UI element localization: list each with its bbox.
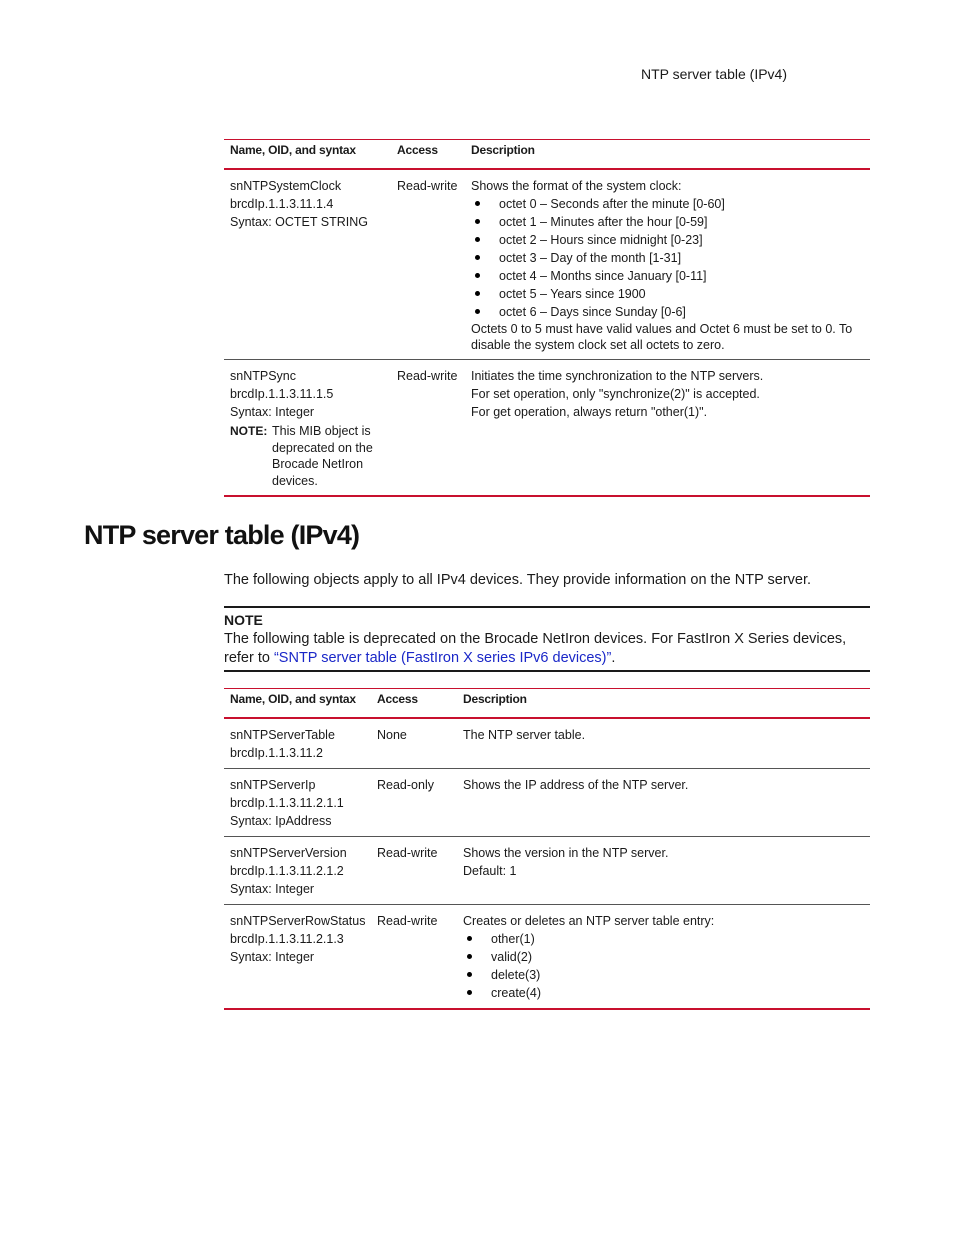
list-item: octet 1 – Minutes after the hour [0-59] [471,213,864,231]
note-body: The following table is deprecated on the Brocade NetIron devices. For FastIron X Series devices, refer to [224,631,847,666]
object-syntax: Syntax: Integer [230,405,315,419]
object-oid: brcdIp.1.1.3.11.1.5 [230,387,334,401]
object-syntax: Syntax: IpAddress [230,814,332,828]
column-header-description: Description [457,689,870,719]
cross-reference-link[interactable]: “SNTP server table (FastIron X series IPv6 devices)” [273,650,612,666]
section-heading: NTP server table (IPv4) [84,520,360,550]
object-oid: brcdIp.1.1.3.11.2.1.3 [230,932,344,946]
description-text: Shows the version in the NTP server. [463,846,669,860]
column-header-access: Access [391,140,465,170]
object-syntax: Syntax: OCTET STRING [230,215,368,229]
description-cell [465,360,870,497]
note-label: NOTE: [230,424,268,438]
bullet-list [463,930,864,1002]
note-end: . [611,650,616,666]
description-text: For get operation, always return "other(1)". [471,405,708,419]
list-item: delete(3) [463,966,864,984]
object-oid: brcdIp.1.1.3.11.2.1.1 [230,796,344,810]
description-cell [465,169,870,360]
name-cell [224,837,371,905]
note-text: This MIB object is deprecated on the Brocade NetIron devices. [272,424,373,488]
list-item: valid(2) [463,948,864,966]
note-label: NOTE [224,612,263,628]
column-header-name: Name, OID, and syntax [224,140,391,170]
description-cell [457,905,870,1010]
list-item: octet 0 – Seconds after the minute [0-60] [471,195,864,213]
mib-table-ntp-server [224,688,870,1010]
object-syntax: Syntax: Integer [230,950,315,964]
table-row [224,905,870,1010]
description-text: Creates or deletes an NTP server table entry: [463,914,715,928]
list-item: octet 2 – Hours since midnight [0-23] [471,231,864,249]
column-header-description: Description [465,140,870,170]
description-cell: The NTP server table. [457,718,870,769]
object-name: snNTPSystemClock [230,179,342,193]
bullet-list [471,195,864,321]
list-item: octet 6 – Days since Sunday [0-6] [471,303,864,321]
mib-table-system-clock [224,139,870,497]
note-text [224,630,870,668]
access-cell: None [371,718,457,769]
object-name: snNTPSync [230,369,296,383]
object-name: snNTPServerTable [230,728,335,742]
description-cell: Shows the IP address of the NTP server. [457,769,870,837]
object-oid: brcdIp.1.1.3.11.2.1.2 [230,864,344,878]
name-cell [224,169,391,360]
list-item: other(1) [463,930,864,948]
access-cell: Read-write [391,360,465,497]
description-text: Default: 1 [463,864,517,878]
access-cell: Read-write [371,905,457,1010]
description-text: Initiates the time synchronization to the NTP servers. [471,369,764,383]
description-text: Octets 0 to 5 must have valid values and Octet 6 must be set to 0. To disable the system clock set all octets to zero. [471,322,853,352]
table-row [224,769,870,837]
column-header-name: Name, OID, and syntax [224,689,371,719]
table-row [224,360,870,497]
list-item: octet 3 – Day of the month [1-31] [471,249,864,267]
table-row [224,718,870,769]
column-header-access: Access [371,689,457,719]
list-item: octet 4 – Months since January [0-11] [471,267,864,285]
access-cell: Read-write [391,169,465,360]
name-cell [224,718,371,769]
description-text: Shows the format of the system clock: [471,179,682,193]
running-header: NTP server table (IPv4) [641,66,788,82]
cell-note [230,423,385,489]
note-box [224,606,870,672]
object-oid: brcdIp.1.1.3.11.2 [230,746,323,760]
object-syntax: Syntax: Integer [230,882,315,896]
table-row [224,837,870,905]
description-text: For set operation, only "synchronize(2)" is accepted. [471,387,760,401]
name-cell [224,360,391,497]
table-header-row [224,140,870,170]
intro-paragraph: The following objects apply to all IPv4 devices. They provide information on the NTP server. [224,572,812,588]
access-cell: Read-only [371,769,457,837]
object-name: snNTPServerIp [230,778,316,792]
description-cell [457,837,870,905]
table-header-row [224,689,870,719]
object-oid: brcdIp.1.1.3.11.1.4 [230,197,334,211]
list-item: create(4) [463,984,864,1002]
name-cell [224,905,371,1010]
name-cell [224,769,371,837]
access-cell: Read-write [371,837,457,905]
table-row [224,169,870,360]
object-name: snNTPServerVersion [230,846,347,860]
list-item: octet 5 – Years since 1900 [471,285,864,303]
object-name: snNTPServerRowStatus [230,914,366,928]
